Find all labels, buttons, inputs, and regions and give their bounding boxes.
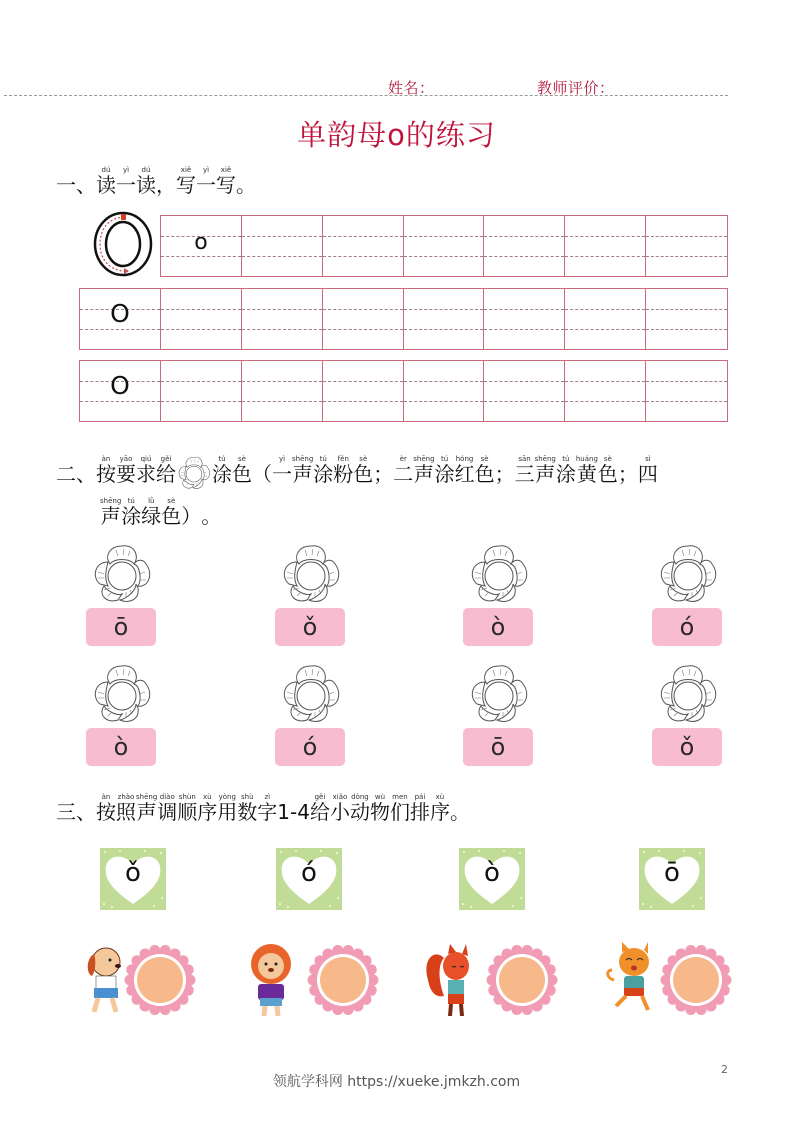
annotated-char: 序xù bbox=[429, 793, 450, 824]
annotated-char: 色sè bbox=[161, 497, 182, 528]
teacher-eval-label: 教师评价： bbox=[537, 79, 615, 97]
annotated-char: 求qiú bbox=[136, 455, 156, 486]
annotated-char: ； bbox=[617, 462, 638, 486]
section-3-heading bbox=[56, 793, 470, 822]
tone-letter: ò bbox=[484, 858, 500, 888]
annotated-char: 们men bbox=[389, 793, 410, 824]
annotated-char: 动dòng bbox=[349, 793, 370, 824]
annotated-char: 字zì bbox=[257, 793, 278, 824]
flower-coloring-item[interactable] bbox=[275, 662, 347, 766]
writing-cell[interactable] bbox=[565, 361, 646, 421]
cat-illustration-icon bbox=[604, 940, 654, 1020]
page-title: 单韵母o的练习 bbox=[297, 118, 496, 152]
writing-cell[interactable] bbox=[323, 289, 404, 349]
annotated-char: 一yì bbox=[196, 166, 216, 197]
annotated-char: 排pái bbox=[409, 793, 430, 824]
flower-outline-icon[interactable] bbox=[656, 542, 720, 606]
writing-cell[interactable] bbox=[646, 361, 727, 421]
tone-label: ǒ bbox=[652, 728, 722, 766]
annotated-char: 一yì bbox=[116, 166, 136, 197]
number-answer-circle[interactable] bbox=[307, 944, 379, 1016]
annotated-char: 读dú bbox=[136, 166, 156, 197]
annotated-char: 1-4 bbox=[277, 800, 310, 824]
number-answer-circle[interactable] bbox=[660, 944, 732, 1016]
tone-letter: ō bbox=[664, 858, 680, 888]
writing-grid-row-3 bbox=[79, 360, 728, 422]
writing-cell[interactable] bbox=[242, 361, 323, 421]
flower-outline-icon[interactable] bbox=[656, 662, 720, 726]
model-letter: O bbox=[110, 299, 130, 328]
flower-outline-icon[interactable] bbox=[279, 662, 343, 726]
flower-coloring-item[interactable] bbox=[86, 542, 158, 646]
writing-cell[interactable] bbox=[565, 289, 646, 349]
annotated-char: 要yāo bbox=[116, 455, 136, 486]
annotated-char: 涂tú bbox=[555, 455, 576, 486]
tone-label: ō bbox=[86, 608, 156, 646]
annotated-char: 给gěi bbox=[156, 455, 176, 486]
annotated-char: 声shēng bbox=[136, 793, 158, 824]
heart-tone-card bbox=[100, 848, 166, 910]
heart-tone-card bbox=[276, 848, 342, 910]
writing-cell[interactable] bbox=[404, 216, 485, 276]
tone-letter: ó bbox=[301, 858, 317, 888]
flower-outline-icon[interactable] bbox=[90, 662, 154, 726]
flower-outline-icon[interactable] bbox=[279, 542, 343, 606]
annotated-char: 色sè bbox=[353, 455, 374, 486]
annotated-char: 写xiě bbox=[216, 166, 236, 197]
flower-coloring-item[interactable] bbox=[275, 542, 347, 646]
writing-grid-row-2 bbox=[79, 288, 728, 350]
page-number: 2 bbox=[721, 1063, 728, 1076]
writing-cell[interactable] bbox=[484, 361, 565, 421]
annotated-char: 声shēng bbox=[292, 455, 314, 486]
annotated-char: 用yòng bbox=[217, 793, 238, 824]
writing-cell[interactable] bbox=[323, 361, 404, 421]
writing-cell[interactable] bbox=[80, 361, 161, 421]
annotated-char: 读dú bbox=[96, 166, 116, 197]
section-number: 三、 bbox=[56, 800, 96, 824]
flower-coloring-item[interactable] bbox=[652, 542, 724, 646]
model-letter: O bbox=[110, 371, 130, 400]
annotated-char: 涂tú bbox=[212, 455, 232, 486]
writing-cell[interactable] bbox=[80, 289, 161, 349]
annotated-char: 涂tú bbox=[434, 455, 455, 486]
writing-cell[interactable] bbox=[404, 289, 485, 349]
writing-cell[interactable] bbox=[242, 289, 323, 349]
writing-cell[interactable] bbox=[161, 289, 242, 349]
annotated-char: 调diào bbox=[157, 793, 178, 824]
annotated-char: 粉fěn bbox=[333, 455, 354, 486]
lion-illustration-icon bbox=[246, 940, 296, 1020]
annotated-char: 二èr bbox=[393, 455, 414, 486]
flower-outline-icon[interactable] bbox=[90, 542, 154, 606]
number-answer-circle[interactable] bbox=[124, 944, 196, 1016]
tone-label: ō bbox=[463, 728, 533, 766]
annotated-char: 按àn bbox=[96, 793, 116, 824]
flower-coloring-item[interactable] bbox=[463, 542, 535, 646]
annotated-char: 黄huáng bbox=[575, 455, 598, 486]
annotated-char: 涂tú bbox=[121, 497, 142, 528]
annotated-char: ； bbox=[373, 462, 394, 486]
annotated-char: 色sè bbox=[474, 455, 495, 486]
flower-outline-icon[interactable] bbox=[467, 542, 531, 606]
annotated-char: 。 bbox=[236, 173, 256, 197]
squirrel-illustration-icon bbox=[424, 940, 474, 1020]
dog-illustration-icon bbox=[80, 940, 130, 1020]
writing-cell[interactable] bbox=[484, 289, 565, 349]
annotated-char: 顺shùn bbox=[177, 793, 198, 824]
annotated-char: ， bbox=[156, 173, 176, 197]
writing-cell[interactable] bbox=[646, 216, 727, 276]
section-2-heading bbox=[56, 455, 658, 526]
section-number: 一、 bbox=[56, 173, 96, 197]
annotated-char: 绿lǜ bbox=[141, 497, 162, 528]
flower-outline-icon[interactable] bbox=[467, 662, 531, 726]
flower-icon bbox=[176, 455, 212, 491]
annotated-char: 物wù bbox=[369, 793, 390, 824]
annotated-char: 照zhào bbox=[116, 793, 136, 824]
annotated-char: 声shēng bbox=[413, 455, 435, 486]
annotated-char: 按àn bbox=[96, 455, 116, 486]
annotated-char: 色sè bbox=[597, 455, 618, 486]
name-label: 姓名： bbox=[388, 79, 435, 97]
annotated-char: 写xiě bbox=[176, 166, 196, 197]
writing-cell[interactable] bbox=[242, 216, 323, 276]
annotated-char: 序xù bbox=[197, 793, 218, 824]
heart-tone-card bbox=[639, 848, 705, 910]
header-dashed-line bbox=[4, 95, 728, 96]
number-answer-circle[interactable] bbox=[486, 944, 558, 1016]
model-letter: o bbox=[194, 230, 208, 255]
tone-label: ó bbox=[652, 608, 722, 646]
annotated-char: ； bbox=[494, 462, 515, 486]
writing-grid-row-1 bbox=[160, 215, 728, 277]
section-number: 二、 bbox=[56, 462, 96, 486]
writing-cell[interactable] bbox=[565, 216, 646, 276]
letter-o-stroke-order-icon bbox=[90, 210, 156, 278]
tone-label: ǒ bbox=[275, 608, 345, 646]
writing-cell[interactable] bbox=[646, 289, 727, 349]
annotated-char: 给gěi bbox=[309, 793, 330, 824]
annotated-char: 四sì bbox=[637, 455, 658, 486]
annotated-char: 声shēng bbox=[534, 455, 556, 486]
annotated-char: 色sè bbox=[232, 455, 252, 486]
flower-coloring-item[interactable] bbox=[86, 662, 158, 766]
footer-watermark: 领航学科网 https://xueke.jmkzh.com bbox=[272, 1074, 521, 1090]
flower-coloring-item[interactable] bbox=[652, 662, 724, 766]
annotated-char: 数shù bbox=[237, 793, 258, 824]
writing-cell[interactable] bbox=[484, 216, 565, 276]
annotated-char: 。 bbox=[449, 800, 470, 824]
tone-label: ò bbox=[86, 728, 156, 766]
section-1-heading bbox=[56, 166, 256, 195]
flower-coloring-item[interactable] bbox=[463, 662, 535, 766]
annotated-char: 红hóng bbox=[454, 455, 475, 486]
writing-cell[interactable] bbox=[161, 361, 242, 421]
tone-label: ò bbox=[463, 608, 533, 646]
heart-tone-card bbox=[459, 848, 525, 910]
annotated-char: 涂tú bbox=[313, 455, 334, 486]
writing-cell[interactable] bbox=[404, 361, 485, 421]
tone-letter: ǒ bbox=[125, 858, 141, 888]
annotated-char: 三sān bbox=[514, 455, 535, 486]
annotated-char: （ bbox=[252, 462, 272, 486]
writing-cell[interactable] bbox=[161, 216, 242, 276]
annotated-char: 声shēng bbox=[100, 497, 122, 528]
annotated-char: 小xiǎo bbox=[329, 793, 350, 824]
annotated-char: 。 bbox=[201, 504, 222, 528]
annotated-char: ） bbox=[181, 504, 202, 528]
annotated-char: 一yì bbox=[272, 455, 292, 486]
tone-label: ó bbox=[275, 728, 345, 766]
writing-cell[interactable] bbox=[323, 216, 404, 276]
